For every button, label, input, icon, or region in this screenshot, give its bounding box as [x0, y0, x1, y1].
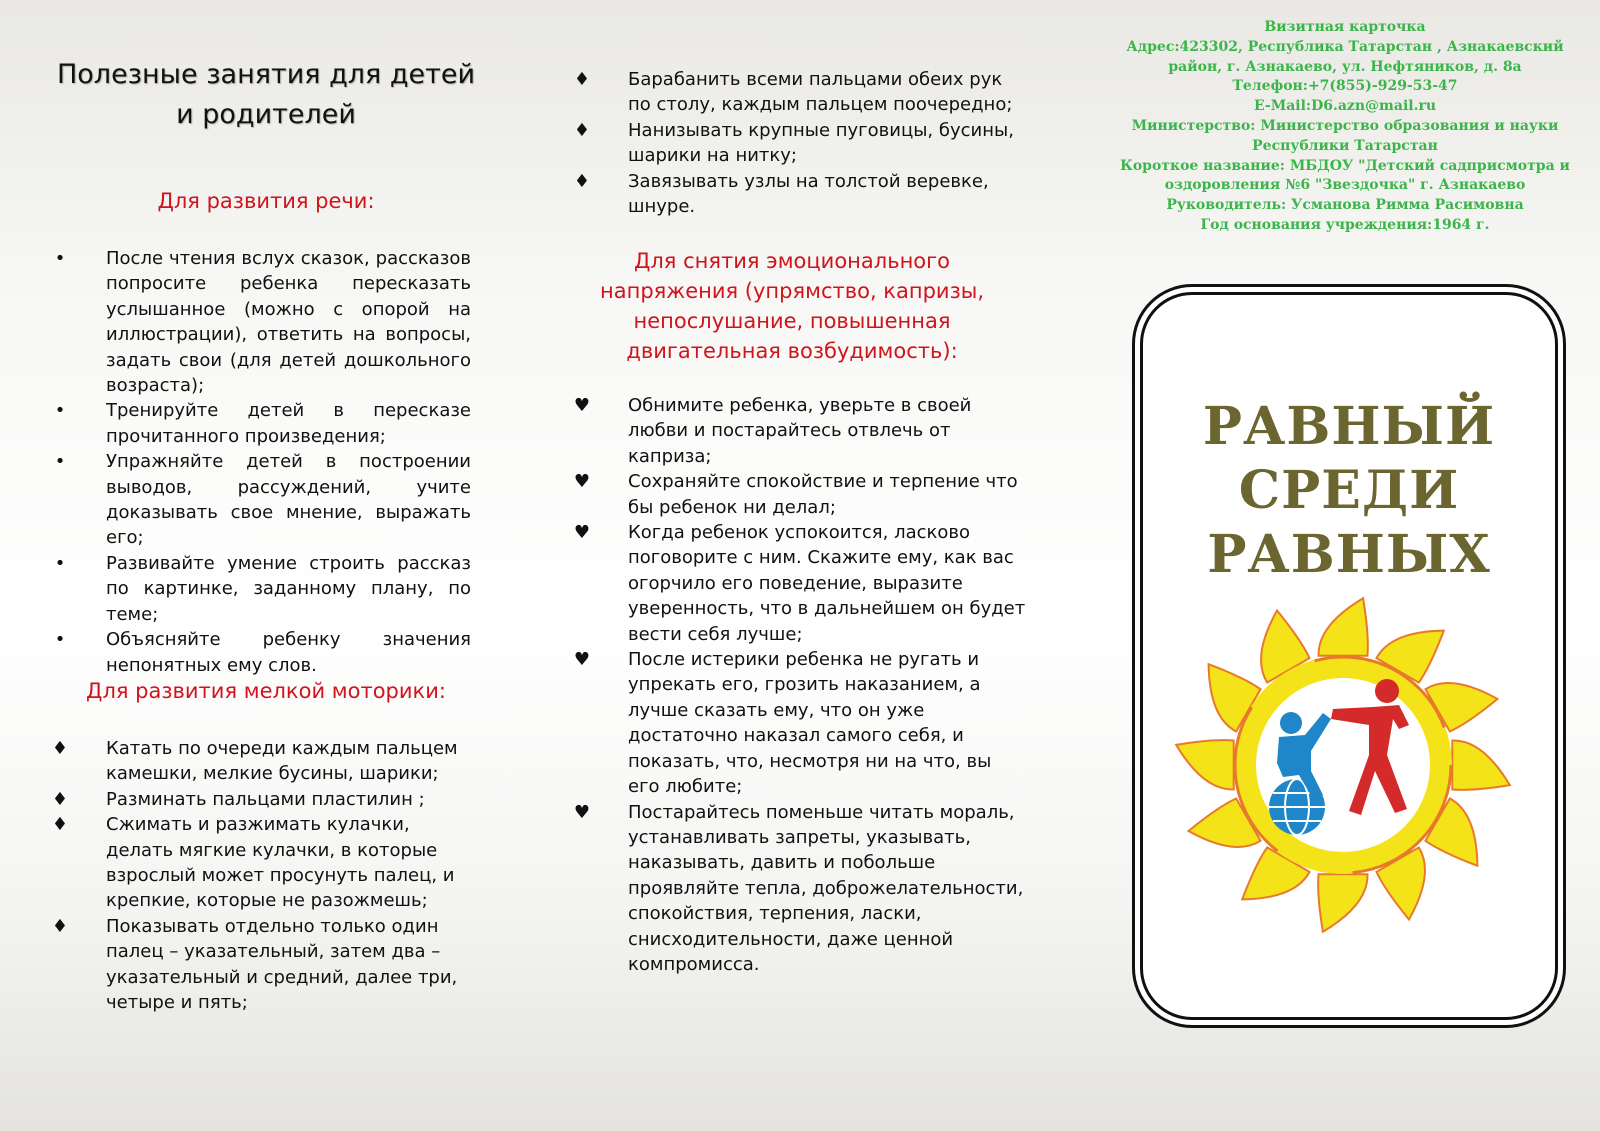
card-founded: Год основания учреждения:1964 г.	[1200, 216, 1490, 233]
list-item: ♦ Нанизывать крупные пуговицы, бусины, шарики на нитку;	[573, 119, 1014, 167]
list-item: ♦ Барабанить всеми пальцами обеих рук по столу, каждым пальцем поочередно;	[573, 69, 1013, 116]
sun-ray-icon	[1176, 740, 1233, 789]
list-item: • Тренируйте детей в пересказе прочитанного произведения;	[54, 400, 471, 447]
sun-ray-icon	[1319, 598, 1368, 655]
card-ministry: Министерство: Министерство образования и науки	[1131, 117, 1559, 134]
card-address: Адрес:423302, Республика Татарстан , Азнакаевский	[1126, 38, 1564, 55]
card-short-name-cont: оздоровления №6 "Звездочка" г. Азнакаево	[1164, 177, 1526, 194]
business-card	[1110, 18, 1580, 236]
list-item: ♦ Показывать отдельно только один палец – указательный, затем два – указательный и средний, далее три, четыре и пять;	[51, 915, 458, 1014]
list-item: ♥ Постарайтесь поменьше читать мораль, устанавливать запреты, указывать, наказывать, давить и побольше проявляйте тепла, доброжелательности, спокойствия, терпения, ласки, снисходительности, даже ценной компромисса.	[573, 801, 1024, 975]
list-item: ♥ Когда ребенок успокоится, ласково поговорите с ним. Скажите ему, как вас огорчило его поведение, выразите уверенность, что в дальнейшем он будет вести себя лучше;	[573, 522, 1026, 645]
card-phone: Телефон:+7(855)-929-53-47	[1232, 78, 1458, 95]
list-item: ♦ Катать по очереди каждым пальцем камешки, мелкие бусины, шарики;	[51, 738, 458, 785]
list-item: ♥ Обнимите ребенка, уверьте в своей любви и постарайтесь отвлечь от каприза;	[573, 395, 972, 467]
emotion-heading: Для снятия эмоционального напряжения (упрямство, капризы, непослушание, повышенная двигательная возбудимость):	[599, 249, 984, 363]
speech-list	[50, 246, 471, 678]
list-item: ♥ Сохраняйте спокойствие и терпение что бы ребенок ни делал;	[573, 471, 1018, 518]
sun-ray-icon	[1318, 874, 1367, 931]
motor-list-continued	[572, 67, 1027, 219]
card-ministry-cont: Республики Татарстан	[1252, 137, 1438, 154]
card-short-name: Короткое название: МБДОУ "Детский садприсмотра и	[1120, 157, 1570, 174]
sun-rays-icon	[1176, 598, 1510, 932]
card-director: Руководитель: Усманова Римма Расимовна	[1166, 197, 1524, 214]
list-item: ♦ Разминать пальцами пластилин ;	[51, 788, 425, 810]
motor-heading: Для развития мелкой моторики:	[86, 679, 446, 703]
card-email: E-Mail:D6.azn@mail.ru	[1253, 98, 1437, 115]
brand-title: РАВНЫЙ СРЕДИ РАВНЫХ	[1202, 396, 1496, 585]
sun-ray-icon	[1452, 741, 1509, 790]
list-item: • Развивайте умение строить рассказ по картинке, заданному плану, по теме;	[54, 552, 471, 625]
sun-ring-icon	[1245, 667, 1441, 863]
list-item: • После чтения вслух сказок, рассказов попросите ребенка пересказать услышанное (можно с опорой на иллюстрации), ответить на вопросы, задать свои (для детей дошкольного возраста);	[54, 248, 471, 397]
list-item: ♦ Сжимать и разжимать кулачки, делать мягкие кулачки, в которые взрослый может просунуть палец, и крепкие, которые не разожмешь;	[51, 814, 455, 912]
card-address-cont: район, г. Азнакаево, ул. Нефтяников, д. 8а	[1168, 58, 1522, 75]
motor-list	[50, 736, 471, 1015]
page-title: Полезные занятия для детей и родителей	[56, 59, 476, 130]
red-figure-icon	[1331, 679, 1409, 815]
cover-frame	[1140, 292, 1558, 1020]
card-title: Визитная карточка	[1264, 19, 1426, 35]
list-item: ♦ Завязывать узлы на толстой веревке, шнуре.	[573, 170, 989, 218]
emotion-list	[572, 393, 1027, 977]
speech-heading: Для развития речи:	[157, 189, 375, 213]
list-item: • Объясняйте ребенку значения непонятных ему слов.	[54, 629, 471, 676]
list-item: ♥ После истерики ребенка не ругать и упрекать его, грозить наказанием, а лучше сказать ему, что он уже достаточно наказал самого себя, и показать, что, несмотря ни на что, вы его любите;	[573, 649, 992, 798]
list-item: • Упражняйте детей в построении выводов, рассуждений, учите доказывать свое мнение, выражать его;	[54, 451, 471, 549]
sun-logo-icon	[1173, 595, 1513, 935]
